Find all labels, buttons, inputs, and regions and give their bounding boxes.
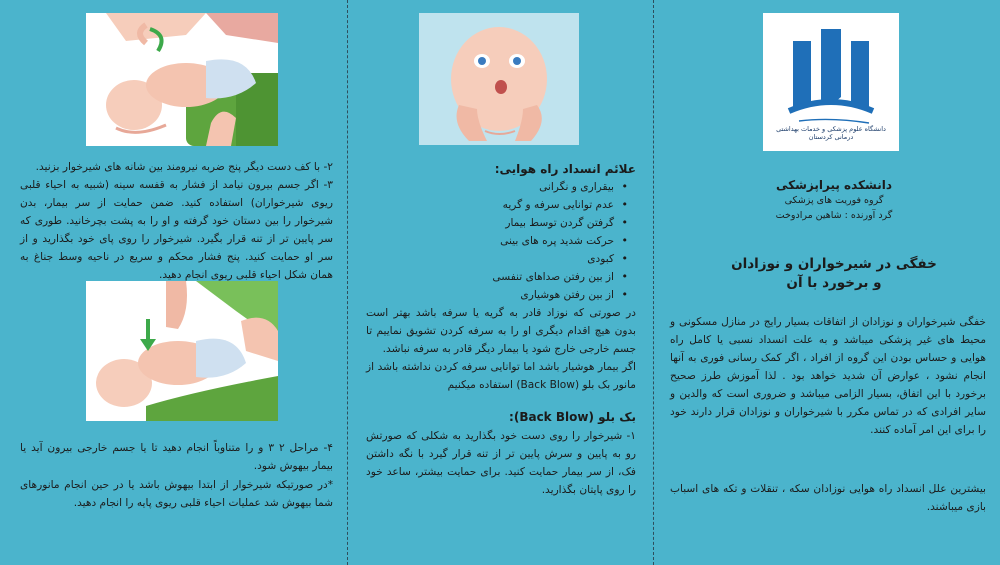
sign-item: • حرکت شدید پره های بینی — [366, 232, 614, 250]
sign-item: • از بین رفتن هوشیاری — [366, 286, 614, 304]
step-3-text: ۳- اگر جسم بیرون نیامد از فشار به قفسه سینه (شبیه به احیاء قلبی ریوی شیرخواران) استفاده کنید. ضمن حمایت از سر بیمار، بدن شیرخوار را بین دستان خود گرفته و او را به پشت بچرخانید. طوری که سر پایین تر از تنه قرار بگیرد. شیرخوار را روی پای خود بگذارید و از سر او حمایت کنید. پنج فشار محکم و سریع در ناحیه وسط جناغ به همان شکل احیاء قلبی ریوی انجام دهید. — [20, 179, 333, 281]
intro-paragraph: خفگی شیرخواران و نوزادان از اتفاقات بسیار رایج در منازل مسکونی و محیط های غیر پزشکی میباشد و به علت انسداد نسبی یا کامل راه هوایی و حساس بودن این گروه از افراد ، اگر کمک رسانی فوری به آنها انجام نشود ، عوارض آن شدید خواهد بود . لذا آموزش طرز صحیح برخورد با این اتفاق، بسیار الزامی میباشد و ضروری است که والدین و سایر افرادی که در تماس مکرر با شیرخواران و نوزادان قرار دارند خود را برای این امر آماده کنند. — [670, 316, 986, 436]
faculty-name: دانشکده پیراپزشکی — [775, 178, 893, 192]
university-logo — [763, 13, 899, 151]
back-blow-illustration — [86, 13, 278, 146]
back-blow-intro: اگر بیمار هوشیار باشد اما توانایی سرفه کردن نداشته باشد از مانور بک بلو (Back Blow) استفاده میکنیم — [366, 361, 636, 391]
title-line-2: و برخورد با آن — [786, 275, 882, 291]
unconscious-note: *در صورتیکه شیرخوار از ابتدا بیهوش باشد یا در حین انجام مانورهای شما بیهوش شد عملیات احیاء قلبی ریوی پایه را انجام دهید. — [20, 479, 333, 509]
right-panel — [654, 0, 1000, 565]
signs-heading: علائم انسداد راه هوایی: — [494, 162, 636, 176]
sign-item: • گرفتن گردن توسط بیمار — [366, 214, 614, 232]
choking-infant-illustration — [419, 13, 579, 145]
sign-item: • عدم توانایی سرفه و گریه — [366, 196, 614, 214]
title-line-1: خفگی در شیرخواران و نوزادان — [731, 256, 937, 272]
middle-panel — [348, 0, 653, 565]
sign-item: • کبودی — [366, 250, 614, 268]
left-panel — [0, 0, 347, 565]
step-2-text: ۲- با کف دست دیگر پنج ضربه نیرومند بین شانه های شیرخوار بزنید. — [35, 161, 333, 173]
chest-thrust-illustration — [86, 281, 278, 421]
step-1-text: ۱- شیرخوار را روی دست خود بگذارید به شکلی که صورتش رو به پایین و سرش پایین تر از تنه قرار گیرد با نگه داشتن فک، از سر بیمار حمایت کنید. برای حمایت بیشتر، ساعد خود را روی پایتان بگذارید. — [366, 430, 636, 496]
step-4-text: ۴- مراحل ۲ ۳ و را متناوباً انجام دهید تا یا جسم خارجی بیرون آید یا بیمار بیهوش شود. — [20, 442, 333, 472]
back-blow-heading: بک بلو (Back Blow): — [509, 410, 636, 424]
sign-item: • بیقراری و نگرانی — [366, 178, 614, 196]
author-line: گرد آورنده : شاهین مرادوخت — [775, 210, 893, 221]
group-name: گروه فوریت های پزشکی — [784, 195, 884, 206]
signs-list — [366, 178, 628, 304]
logo-caption: دانشگاه علوم پزشکی و خدمات بهداشتی درمانی کردستان — [776, 125, 886, 141]
sign-item: • از بین رفتن صداهای تنفسی — [366, 268, 614, 286]
causes-paragraph: بیشترین علل انسداد راه هوایی نوزادان سکه ، تنقلات و تکه های اسباب بازی میباشند. — [670, 483, 986, 513]
cough-paragraph: در صورتی که نوزاد قادر به گریه یا سرفه باشد بهتر است بدون هیچ اقدام دیگری او را به سرفه کردن تشویق نماییم تا جسم خارجی خارج شود یا بیمار دیگر قادر به سرفه نباشد. — [366, 307, 636, 355]
